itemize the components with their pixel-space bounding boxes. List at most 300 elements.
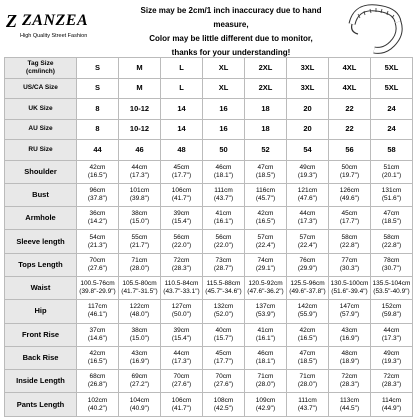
cm-value: 111cm <box>298 396 317 404</box>
cm-value: 42cm <box>89 350 106 358</box>
inch-value: (16.5") <box>297 334 318 342</box>
size-cell: 20 <box>287 119 329 140</box>
inch-value: (21.3") <box>87 241 108 249</box>
measurement-cell <box>161 393 203 416</box>
cm-value: 147cm <box>339 303 360 311</box>
inch-value: (53.9") <box>255 311 276 319</box>
size-cell: 24 <box>371 99 413 120</box>
inch-value: (45.7") <box>255 194 276 202</box>
inch-value: (18.1") <box>255 358 276 366</box>
measurement-row <box>5 183 413 206</box>
measurement-cell <box>77 370 119 393</box>
cm-value: 120.5-92cm <box>248 280 283 288</box>
measurement-cell <box>371 370 413 393</box>
cm-value: 110.5-84cm <box>164 280 199 288</box>
cm-value: 130.5-100cm <box>330 280 369 288</box>
inch-value: (29.1") <box>255 264 276 272</box>
inch-value: (16.5") <box>255 218 276 226</box>
cm-value: 42cm <box>257 210 274 218</box>
size-row-label: UK Size <box>5 99 77 120</box>
size-cell: 14 <box>161 119 203 140</box>
cm-value: 121cm <box>297 186 318 194</box>
size-cell: 10-12 <box>119 119 161 140</box>
measurement-cell <box>77 393 119 416</box>
inch-value: (28.0") <box>129 264 150 272</box>
inch-value: (16.5") <box>87 358 108 366</box>
cm-value: 46cm <box>257 350 274 358</box>
measurement-cell <box>329 207 371 230</box>
measurement-cell <box>203 230 245 253</box>
brand-logo <box>6 7 116 51</box>
logo-mark: Z <box>6 11 17 31</box>
inch-value: (27.6") <box>171 381 192 389</box>
inch-value: (18.9") <box>339 358 360 366</box>
measurement-label: Shoulder <box>5 160 77 183</box>
inch-value: (51.6") <box>381 194 402 202</box>
measurement-row <box>5 323 413 346</box>
measurement-cell <box>119 370 161 393</box>
size-cell: 2XL <box>245 58 287 79</box>
cm-value: 46cm <box>215 163 232 171</box>
measurement-row <box>5 230 413 253</box>
cm-value: 74cm <box>257 256 274 264</box>
inch-value: (15.0") <box>129 218 150 226</box>
size-cell: 22 <box>329 99 371 120</box>
measurement-label: Waist <box>5 276 77 299</box>
measurement-row <box>5 207 413 230</box>
cm-value: 78cm <box>383 256 400 264</box>
cm-value: 43cm <box>131 350 148 358</box>
inch-value: (16.9") <box>129 358 150 366</box>
size-cell: 8 <box>77 99 119 120</box>
measurement-label: Back Rise <box>5 346 77 369</box>
measurement-cell <box>329 323 371 346</box>
measurement-cell <box>329 183 371 206</box>
inch-value: (55.9") <box>297 311 318 319</box>
size-cell: 46 <box>119 140 161 161</box>
inch-value: (16.1") <box>213 218 234 226</box>
cm-value: 44cm <box>173 350 190 358</box>
cm-value: 47cm <box>383 210 400 218</box>
inch-value: (14.6") <box>87 334 108 342</box>
measurement-cell <box>119 253 161 276</box>
measurement-cell <box>119 323 161 346</box>
measurement-cell <box>245 370 287 393</box>
cm-value: 55cm <box>131 233 148 241</box>
measurement-cell <box>203 346 245 369</box>
measurement-cell <box>77 230 119 253</box>
measurement-cell <box>119 160 161 183</box>
size-cell: M <box>119 58 161 79</box>
cm-value: 50cm <box>341 163 358 171</box>
cm-value: 70cm <box>215 373 232 381</box>
inch-value: (21.7") <box>129 241 150 249</box>
inch-value: (17.3") <box>129 171 150 179</box>
size-row-label: US/CA Size <box>5 78 77 99</box>
size-cell: 22 <box>329 119 371 140</box>
cm-value: 45cm <box>173 163 190 171</box>
measurement-cell <box>119 276 161 299</box>
size-cell: 58 <box>371 140 413 161</box>
measurement-label: Bust <box>5 183 77 206</box>
cm-value: 73cm <box>215 256 232 264</box>
inch-value: (50.0") <box>171 311 192 319</box>
inch-value: (49.6"-37.8") <box>289 288 326 296</box>
size-cell: 5XL <box>371 78 413 99</box>
inch-value: (15.4") <box>171 334 192 342</box>
measurement-cell <box>371 323 413 346</box>
measurement-cell <box>77 160 119 183</box>
inch-value: (26.8") <box>87 381 108 389</box>
measurement-cell <box>245 230 287 253</box>
inch-value: (18.5") <box>255 171 276 179</box>
measurement-cell <box>77 253 119 276</box>
inch-value: (16.5") <box>87 171 108 179</box>
notice-line-1: Size may be 2cm/1 inch inaccuracy due to hand measure, <box>140 6 322 29</box>
cm-value: 44cm <box>299 210 316 218</box>
measurement-cell <box>161 346 203 369</box>
inch-value: (59.8") <box>381 311 402 319</box>
cm-value: 39cm <box>173 210 190 218</box>
cm-value: 44cm <box>131 163 148 171</box>
cm-value: 109cm <box>255 396 276 404</box>
brand-name: ZANZEA <box>22 12 89 29</box>
size-cell: S <box>77 78 119 99</box>
measurement-cell <box>245 207 287 230</box>
measurement-cell <box>287 276 329 299</box>
cm-value: 102cm <box>87 396 108 404</box>
size-row <box>5 78 413 99</box>
inch-value: (57.9") <box>339 311 360 319</box>
inch-value: (27.6") <box>87 264 108 272</box>
inch-value: (28.0") <box>297 381 318 389</box>
inch-value: (39.8"-29.9") <box>79 288 116 296</box>
size-cell: 56 <box>329 140 371 161</box>
size-cell: L <box>161 78 203 99</box>
inch-value: (18.5") <box>381 218 402 226</box>
cm-value: 101cm <box>129 186 150 194</box>
cm-value: 71cm <box>299 373 316 381</box>
size-cell: 2XL <box>245 78 287 99</box>
inch-value: (46.1") <box>87 311 108 319</box>
measurement-cell <box>245 346 287 369</box>
cm-value: 45cm <box>215 350 232 358</box>
measurement-cell <box>161 207 203 230</box>
cm-value: 44cm <box>383 326 400 334</box>
cm-value: 117cm <box>87 303 108 311</box>
cm-value: 38cm <box>131 326 148 334</box>
cm-value: 96cm <box>89 186 106 194</box>
inch-value: (53.5"-40.9") <box>373 288 410 296</box>
measurement-cell <box>77 323 119 346</box>
measurement-cell <box>287 207 329 230</box>
cm-value: 58cm <box>383 233 400 241</box>
cm-value: 54cm <box>89 233 106 241</box>
size-row <box>5 99 413 120</box>
cm-value: 106cm <box>171 186 192 194</box>
size-chart-table <box>4 57 413 417</box>
cm-value: 108cm <box>213 396 234 404</box>
inch-value: (16.9") <box>339 334 360 342</box>
measurement-cell <box>77 207 119 230</box>
brand-tagline: High Quality Street Fashion <box>20 33 88 39</box>
inch-value: (30.3") <box>339 264 360 272</box>
cm-value: 48cm <box>341 350 358 358</box>
inch-value: (20.1") <box>381 171 402 179</box>
inch-value: (27.2") <box>129 381 150 389</box>
measurement-cell <box>329 253 371 276</box>
measurement-cell <box>287 183 329 206</box>
measurement-cell <box>119 207 161 230</box>
cm-value: 71cm <box>257 373 274 381</box>
measurement-cell <box>245 300 287 323</box>
size-cell: S <box>77 58 119 79</box>
measurement-cell <box>329 276 371 299</box>
inch-value: (43.7"-33.1") <box>163 288 200 296</box>
cm-value: 72cm <box>173 256 190 264</box>
inch-value: (30.7") <box>381 264 402 272</box>
measurement-row <box>5 276 413 299</box>
inch-value: (42.9") <box>255 404 276 412</box>
cm-value: 116cm <box>255 186 276 194</box>
size-cell: 48 <box>161 140 203 161</box>
inch-value: (48.0") <box>129 311 150 319</box>
inch-value: (28.7") <box>213 264 234 272</box>
size-cell: 14 <box>161 99 203 120</box>
inch-value: (17.7") <box>171 171 192 179</box>
inch-value: (16.1") <box>255 334 276 342</box>
cm-value: 51cm <box>383 163 400 171</box>
measurement-cell <box>287 323 329 346</box>
size-cell: 54 <box>287 140 329 161</box>
inch-value: (22.8") <box>381 241 402 249</box>
cm-value: 100.5-76cm <box>80 280 115 288</box>
cm-value: 42cm <box>89 163 106 171</box>
measurement-cell <box>329 346 371 369</box>
measurement-cell <box>161 276 203 299</box>
measurement-cell <box>245 183 287 206</box>
cm-value: 47cm <box>299 350 316 358</box>
size-cell: 10-12 <box>119 99 161 120</box>
inch-value: (19.3") <box>381 358 402 366</box>
measurement-cell <box>245 323 287 346</box>
cm-value: 70cm <box>89 256 106 264</box>
cm-value: 104cm <box>129 396 150 404</box>
inch-value: (17.3") <box>171 358 192 366</box>
inch-value: (14.2") <box>87 218 108 226</box>
measurement-cell <box>287 393 329 416</box>
inch-value: (42.5") <box>213 404 234 412</box>
cm-value: 39cm <box>173 326 190 334</box>
measurement-cell <box>203 370 245 393</box>
measurement-cell <box>77 183 119 206</box>
header <box>0 0 416 58</box>
notice-line-2: Color may be little different due to monitor, <box>149 34 313 43</box>
size-cell: 3XL <box>287 78 329 99</box>
size-cell: 4XL <box>329 78 371 99</box>
cm-value: 49cm <box>383 350 400 358</box>
measurement-cell <box>371 276 413 299</box>
cm-value: 71cm <box>131 256 148 264</box>
cm-value: 57cm <box>257 233 274 241</box>
cm-value: 42cm <box>299 326 316 334</box>
measurement-cell <box>203 323 245 346</box>
measurement-cell <box>329 230 371 253</box>
inch-value: (37.8") <box>87 194 108 202</box>
inch-value: (15.7") <box>213 334 234 342</box>
inch-value: (28.3") <box>339 381 360 389</box>
measurement-cell <box>371 253 413 276</box>
cm-value: 40cm <box>215 326 232 334</box>
measurement-label: Tops Length <box>5 253 77 276</box>
inch-value: (22.0") <box>171 241 192 249</box>
size-cell: 50 <box>203 140 245 161</box>
size-cell: 8 <box>77 119 119 140</box>
measurement-cell <box>119 393 161 416</box>
measurement-row <box>5 370 413 393</box>
cm-value: 41cm <box>257 326 274 334</box>
size-cell: 4XL <box>329 58 371 79</box>
cm-value: 106cm <box>171 396 192 404</box>
notice-line-3: thanks for your understanding! <box>171 48 291 57</box>
measurement-cell <box>245 276 287 299</box>
measurement-cell <box>203 183 245 206</box>
measurement-label: Pants Length <box>5 393 77 416</box>
cm-value: 132cm <box>213 303 234 311</box>
inch-value: (19.3") <box>297 171 318 179</box>
cm-value: 56cm <box>173 233 190 241</box>
inch-value: (43.7") <box>213 194 234 202</box>
inch-value: (17.3") <box>381 334 402 342</box>
cm-value: 126cm <box>339 186 360 194</box>
cm-value: 135.5-104cm <box>372 280 411 288</box>
measurement-cell <box>371 300 413 323</box>
inch-value: (15.4") <box>171 218 192 226</box>
size-cell: M <box>119 78 161 99</box>
measuring-tape-icon <box>344 2 408 56</box>
size-notice <box>126 4 336 60</box>
cm-value: 68cm <box>89 373 106 381</box>
inch-value: (40.2") <box>87 404 108 412</box>
cm-value: 43cm <box>341 326 358 334</box>
measurement-cell <box>161 230 203 253</box>
cm-value: 72cm <box>383 373 400 381</box>
inch-value: (28.3") <box>381 381 402 389</box>
cm-value: 77cm <box>341 256 358 264</box>
measurement-cell <box>203 393 245 416</box>
size-cell: 20 <box>287 99 329 120</box>
measurement-cell <box>371 230 413 253</box>
size-row <box>5 140 413 161</box>
size-row <box>5 58 413 79</box>
measurement-cell <box>119 230 161 253</box>
cm-value: 113cm <box>339 396 360 404</box>
inch-value: (44.9") <box>381 404 402 412</box>
inch-value: (28.3") <box>171 264 192 272</box>
measurement-cell <box>287 370 329 393</box>
measurement-label: Armhole <box>5 207 77 230</box>
measurement-cell <box>371 393 413 416</box>
measurement-label: Inside Length <box>5 370 77 393</box>
measurement-cell <box>161 253 203 276</box>
measurement-row <box>5 160 413 183</box>
measurement-row <box>5 346 413 369</box>
size-row-label: RU Size <box>5 140 77 161</box>
measurement-cell <box>161 300 203 323</box>
measurement-cell <box>203 207 245 230</box>
cm-value: 41cm <box>215 210 232 218</box>
cm-value: 115.5-88cm <box>206 280 241 288</box>
inch-value: (19.7") <box>339 171 360 179</box>
inch-value: (17.3") <box>297 218 318 226</box>
inch-value: (47.6"-36.2") <box>247 288 284 296</box>
inch-value: (28.0") <box>255 381 276 389</box>
size-cell: 44 <box>77 140 119 161</box>
inch-value: (22.8") <box>339 241 360 249</box>
cm-value: 127cm <box>171 303 192 311</box>
measurement-label: Sleeve length <box>5 230 77 253</box>
inch-value: (43.7") <box>297 404 318 412</box>
cm-value: 122cm <box>129 303 150 311</box>
cm-value: 36cm <box>89 210 106 218</box>
size-cell: 16 <box>203 119 245 140</box>
inch-value: (44.5") <box>339 404 360 412</box>
cm-value: 114cm <box>381 396 402 404</box>
inch-value: (51.6"-39.4") <box>331 288 368 296</box>
inch-value: (49.6") <box>339 194 360 202</box>
measurement-row <box>5 393 413 416</box>
inch-value: (18.5") <box>297 358 318 366</box>
measurement-cell <box>203 253 245 276</box>
measurement-cell <box>119 346 161 369</box>
measurement-cell <box>77 276 119 299</box>
size-row-label: AU Size <box>5 119 77 140</box>
cm-value: 137cm <box>255 303 276 311</box>
inch-value: (45.7"-34.6") <box>205 288 242 296</box>
size-cell: 24 <box>371 119 413 140</box>
cm-value: 142cm <box>297 303 318 311</box>
inch-value: (17.7") <box>339 218 360 226</box>
inch-value: (15.0") <box>129 334 150 342</box>
size-cell: 18 <box>245 99 287 120</box>
cm-value: 49cm <box>299 163 316 171</box>
cm-value: 131cm <box>381 186 402 194</box>
cm-value: 72cm <box>341 373 358 381</box>
measurement-cell <box>161 183 203 206</box>
cm-value: 47cm <box>257 163 274 171</box>
cm-value: 111cm <box>214 186 233 194</box>
cm-value: 70cm <box>173 373 190 381</box>
measurement-cell <box>329 160 371 183</box>
cm-value: 45cm <box>341 210 358 218</box>
measurement-row <box>5 300 413 323</box>
inch-value: (39.8") <box>129 194 150 202</box>
measurement-label: Front Rise <box>5 323 77 346</box>
cm-value: 105.5-80cm <box>122 280 157 288</box>
measurement-cell <box>203 300 245 323</box>
measurement-cell <box>245 393 287 416</box>
cm-value: 152cm <box>381 303 402 311</box>
measurement-cell <box>371 160 413 183</box>
inch-value: (22.4") <box>297 241 318 249</box>
cm-value: 38cm <box>131 210 148 218</box>
measurement-cell <box>245 160 287 183</box>
measurement-cell <box>287 160 329 183</box>
measurement-cell <box>329 393 371 416</box>
measurement-cell <box>371 183 413 206</box>
measurement-cell <box>371 207 413 230</box>
inch-value: (22.4") <box>255 241 276 249</box>
